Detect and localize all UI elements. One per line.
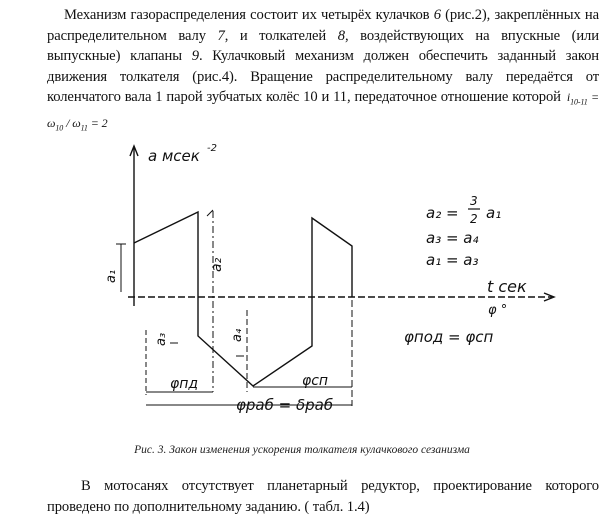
p1-line6: отношение которой bbox=[440, 89, 561, 105]
a3-label: a₃ bbox=[154, 332, 169, 346]
phi-pd-label: φпд bbox=[170, 376, 199, 392]
y-axis-label: a мсек bbox=[148, 147, 200, 165]
p1-line3: впускные (или выпускные) клапаны 9. Кулачковый механизм должен обеспечить bbox=[47, 27, 599, 64]
svg-text:a₁: a₁ bbox=[486, 204, 502, 222]
p1-line4: заданный закон движения толкателя (рис.4). Вращение распределительному валу bbox=[47, 48, 599, 85]
gear-ratio-formula: $i_{10-11} = \omega_{10} / \omega_{11} = 2$ bbox=[47, 90, 599, 133]
acceleration-curve bbox=[134, 212, 352, 386]
p1-line5: передаётся от коленчатого вала 1 парой зубчатых колёс 10 и 11, передаточное bbox=[47, 68, 599, 105]
svg-text:2: 2 bbox=[470, 212, 478, 226]
figure-caption: Рис. 3. Закон изменения ускорения толкателя кулачкового сезанизма bbox=[134, 444, 470, 456]
a2-label: a₂ bbox=[209, 257, 225, 272]
a4-label: a₄ bbox=[230, 328, 245, 342]
relation-a1-a3: a₁ = a₃ bbox=[426, 251, 479, 269]
phi-axis-label: φ ° bbox=[488, 303, 508, 318]
relation-a3-a4: a₃ = a₄ bbox=[426, 229, 479, 247]
p1-line2: закреплённых на распределительном валу 7, и толкателей 8, воздействующих на bbox=[47, 7, 599, 44]
y-axis-exponent: -2 bbox=[207, 143, 217, 154]
a1-label: a₁ bbox=[104, 269, 119, 283]
relation-a2-label bbox=[426, 194, 501, 226]
p1-line1: Механизм газораспределения состоит их четырёх кулачков 6 (рис.2), bbox=[64, 7, 491, 23]
svg-text:3: 3 bbox=[470, 194, 478, 208]
phi-pod-eq-label: φпод = φсп bbox=[404, 328, 494, 346]
phi-sp-label: φсп bbox=[302, 373, 329, 389]
x-axis-label: t сек bbox=[487, 277, 527, 296]
paragraph-2: В мотосанях отсутствует планетарный редуктор, проектирование которого проведено по дополнительному заданию. ( табл. 1.4) bbox=[47, 478, 599, 515]
phi-rab-label: φраб = δраб bbox=[236, 396, 334, 414]
svg-text:a₂ =: a₂ = bbox=[426, 204, 459, 222]
